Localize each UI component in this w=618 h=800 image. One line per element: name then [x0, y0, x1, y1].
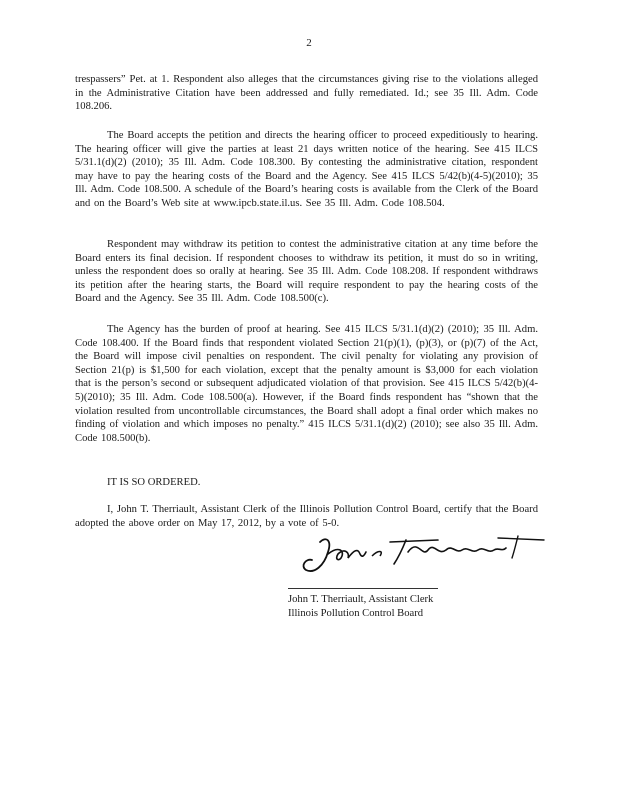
handwritten-signature [298, 528, 548, 580]
signature-line [288, 588, 438, 589]
paragraph-withdrawal: Respondent may withdraw its petition to contest the administrative citation at any time before the Board enters its final decision. If respondent chooses to withdraw its petition, it must do so in writing, unless the respondent does so orally at hearing. See 35 Ill. Adm. Code 108.208. If respondent withdraws its petition after the hearing starts, the Board will require respondent to pay the hearing costs of the Board and the Agency. See 35 Ill. Adm. Code 108.500(c). [75, 239, 538, 305]
clerk-certification: I, John T. Therriault, Assistant Clerk of the Illinois Pollution Control Board, certify that the Board adopted the above order on May 17, 2012, by a vote of 5-0. [75, 504, 538, 529]
signer-board: Illinois Pollution Control Board [288, 607, 424, 619]
signer-name-title: John T. Therriault, Assistant Clerk [288, 594, 434, 605]
page-number: 2 [306, 37, 312, 49]
signature-block [288, 593, 433, 620]
order-statement: IT IS SO ORDERED. [107, 477, 201, 488]
paragraph-petition-allegations: trespassers” Pet. at 1. Respondent also alleges that the circumstances giving rise to the violations alleged in the Administrative Citation have been addressed and fully remediated. Id.; see 35 Ill. Adm. Code 108.206. [75, 74, 538, 113]
paragraph-hearing-costs: The Board accepts the petition and directs the hearing officer to proceed expeditiously to hearing. The hearing officer will give the parties at least 21 days written notice of the hearing. See 415 ILCS 5/31.1(d)(2) (2010); 35 Ill. Adm. Code 108.300. By contesting the administrative citation, respondent may have to pay the hearing costs of the Board and the Agency. See 415 ILCS 5/42(b)(4-5)(2010); 35 Ill. Adm. Code 108.500. A schedule of the Board’s hearing costs is available from the Clerk of the Board and on the Board’s Web site at www.ipcb.state.il.us. See 35 Ill. Adm. Code 108.504. [75, 130, 538, 209]
paragraph-burden-of-proof: The Agency has the burden of proof at hearing. See 415 ILCS 5/31.1(d)(2) (2010); 35 Ill. Adm. Code 108.400. If the Board finds that respondent violated Section 21(p)(1), (p)(3), or (p)(7) of the Act, the Board will impose civil penalties on respondent. The civil penalty for violating any provision of Section 21(p) is $1,500 for each violation, except that the penalty amount is $3,000 for each violation that is the person’s second or subsequent adjudicated violation of that provision. See 415 ILCS 5/42(b)(4-5)(2010); 35 Ill. Adm. Code 108.500(a). However, if the Board finds respondent has “shown that the violation resulted from uncontrollable circumstances, the Board shall adopt a final order which makes no finding of violation and which imposes no penalty.” 415 ILCS 5/31.1(d)(2) (2010); see also 35 Ill. Adm. Code 108.500(b). [75, 324, 538, 444]
